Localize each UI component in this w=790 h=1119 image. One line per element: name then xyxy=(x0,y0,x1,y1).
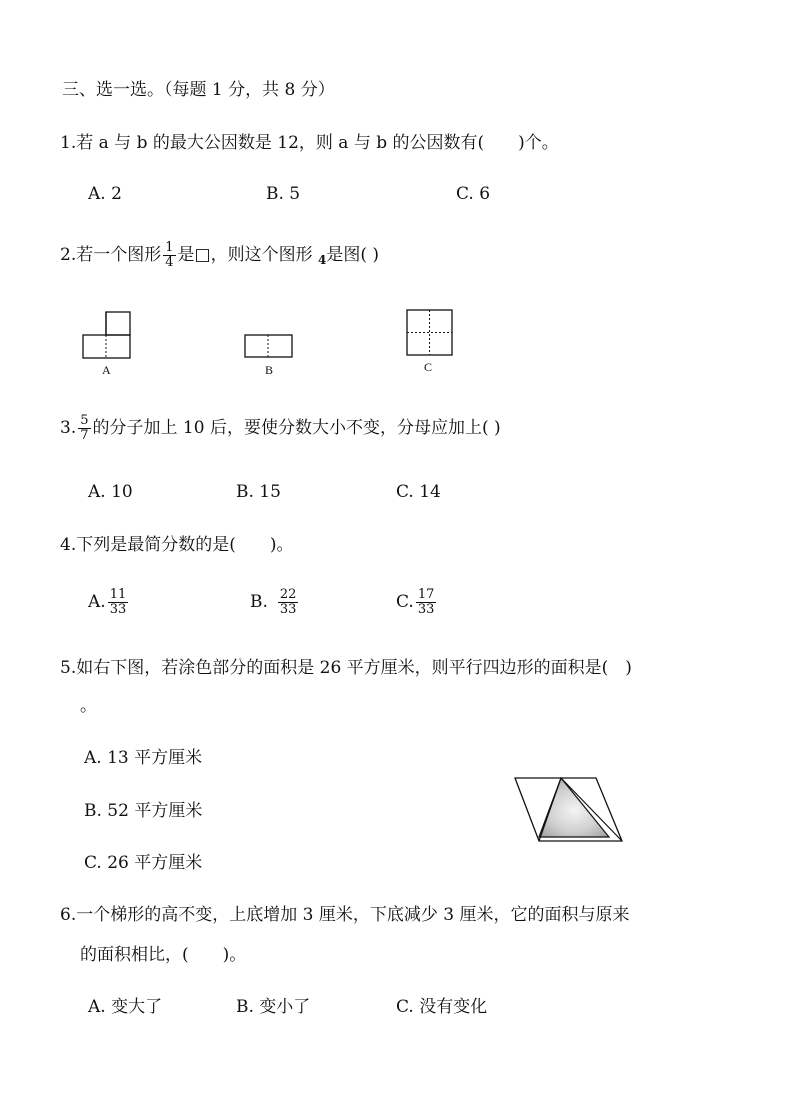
q3-suffix: 的分子加上 10 后，要使分数大小不变，分母应加上( ) xyxy=(92,418,501,438)
q3-prefix: 3. xyxy=(60,418,77,438)
q2-middle: 是□，则这个图形 xyxy=(177,245,318,265)
q6-option-b[interactable]: B. 变小了 xyxy=(236,997,311,1017)
q1-option-a[interactable]: A. 2 xyxy=(88,184,122,204)
q6-option-c[interactable]: C. 没有变化 xyxy=(396,997,488,1017)
q3-option-a[interactable]: A. 10 xyxy=(88,482,133,502)
figure-c[interactable] xyxy=(406,309,454,357)
figure-c-label: C xyxy=(424,360,433,374)
q5-option-c[interactable]: C. 26 平方厘米 xyxy=(84,853,203,873)
parallelogram-figure xyxy=(514,775,624,845)
question-6-line-1: 6.一个梯形的高不变，上底增加 3 厘米，下底减少 3 厘米，它的面积与原来 xyxy=(60,905,630,925)
q4-option-b[interactable]: B. $\frac{22}{33}$ xyxy=(250,587,297,617)
q3-option-b[interactable]: B. 15 xyxy=(236,482,281,502)
question-6-line-2: 的面积相比，( )。 xyxy=(80,945,247,965)
q1-option-b[interactable]: B. 5 xyxy=(266,184,301,204)
question-4: 4.下列是最简分数的是( )。 xyxy=(60,535,294,555)
q3-fraction: $\frac{5}{7}$ xyxy=(80,413,89,443)
question-2 xyxy=(60,241,379,270)
q5-option-b[interactable]: B. 52 平方厘米 xyxy=(84,801,203,821)
q1-option-c[interactable]: C. 6 xyxy=(456,184,491,204)
q2-fraction: $\frac{1}{4}$ xyxy=(165,240,174,270)
question-3 xyxy=(60,414,501,443)
question-5: 5.如右下图，若涂色部分的面积是 26 平方厘米，则平行四边形的面积是( ) xyxy=(60,658,632,678)
q6-option-a[interactable]: A. 变大了 xyxy=(88,997,163,1017)
q3-option-c[interactable]: C. 14 xyxy=(396,482,441,502)
q2-suffix: 是图( ) xyxy=(326,245,380,265)
section-title: 三、选一选。（每题 1 分，共 8 分） xyxy=(62,80,335,100)
figure-b-label: B xyxy=(265,363,274,377)
q5-option-a[interactable]: A. 13 平方厘米 xyxy=(84,748,203,768)
q4-option-a[interactable]: A. $\frac{11}{33}$ xyxy=(88,587,127,617)
question-1: 1.若 a 与 b 的最大公因数是 12，则 a 与 b 的公因数有( )个。 xyxy=(60,133,559,153)
figure-b[interactable] xyxy=(244,334,294,359)
figure-a-label: A xyxy=(102,363,111,377)
q4-option-c[interactable]: C. $\frac{17}{33}$ xyxy=(396,587,435,617)
question-5-continuation: 。 xyxy=(80,696,97,716)
q2-small-four: 4 xyxy=(317,253,327,267)
figure-a[interactable] xyxy=(82,311,132,359)
q2-prefix: 2.若一个图形 xyxy=(60,245,162,265)
